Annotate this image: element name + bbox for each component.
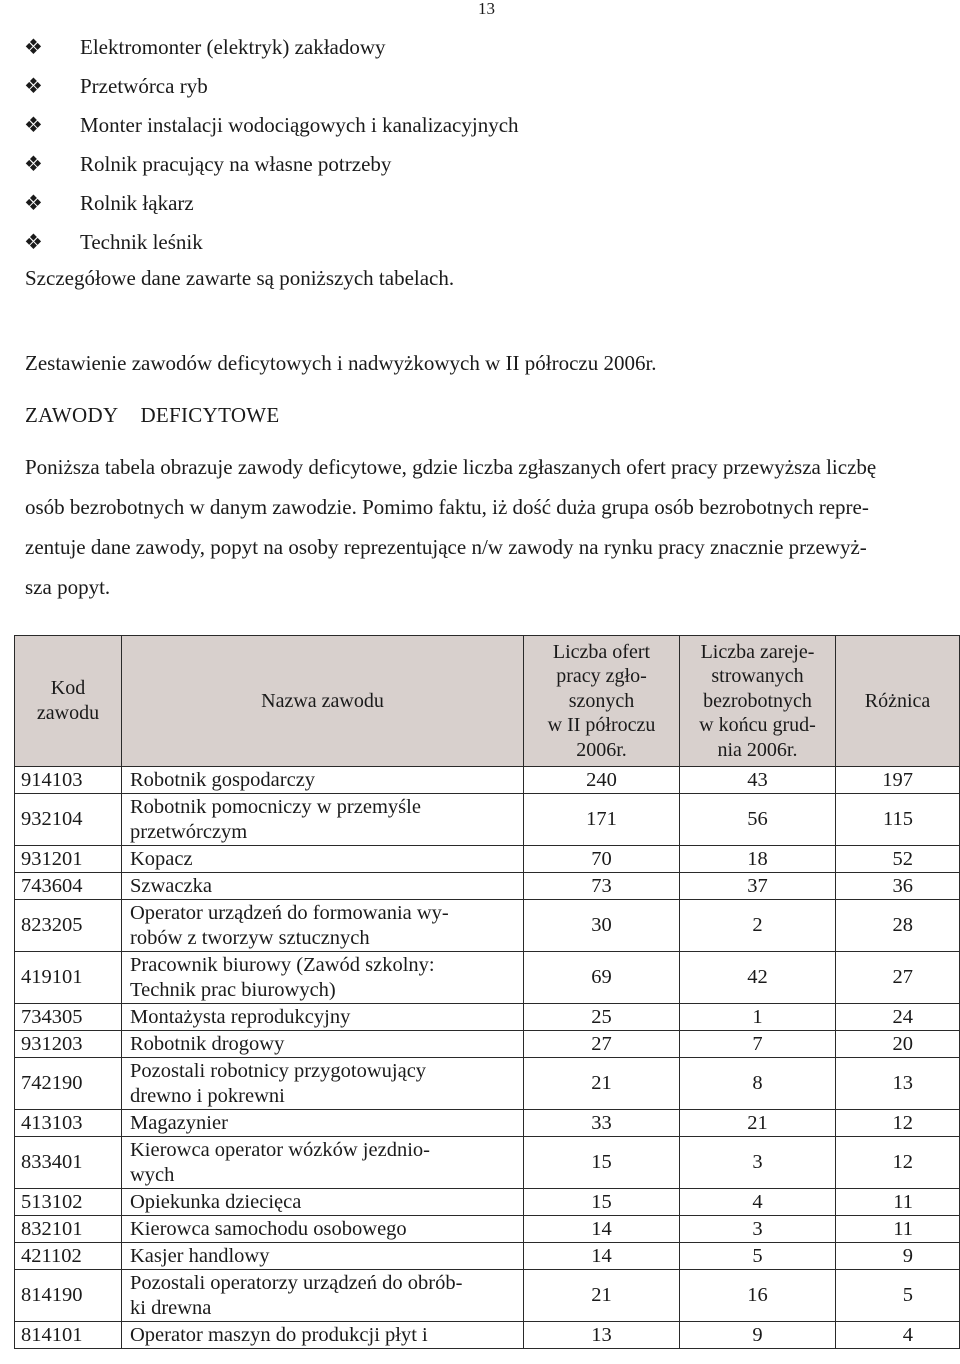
occupation-name-line: Kopacz: [130, 847, 193, 870]
occupation-code-cell: 814190: [15, 1270, 122, 1322]
occupation-name-cell: [122, 1243, 524, 1270]
occupation-name-line: Robotnik pomocniczy w przemyśle: [130, 795, 421, 818]
job-offers-cell: 15: [524, 1189, 680, 1216]
occupation-name-line: przetwórczym: [130, 820, 248, 843]
occupation-code-cell: 421102: [15, 1243, 122, 1270]
difference-cell: 24: [836, 1004, 960, 1031]
section-heading: [25, 403, 280, 428]
header-line: zawodu: [36, 702, 100, 724]
registered-unemployed-cell: 16: [680, 1270, 836, 1322]
table-header-row: [15, 636, 960, 767]
registered-unemployed-cell: 37: [680, 873, 836, 900]
occupation-name-line: Magazynier: [130, 1111, 228, 1134]
difference-cell: 115: [836, 794, 960, 846]
occupation-bullet-list: [24, 28, 519, 262]
details-note: Szczegółowe dane zawarte są poniższych tabelach.: [25, 266, 455, 290]
job-offers-cell: 21: [524, 1270, 680, 1322]
list-item-label: Przetwórca ryb: [80, 74, 208, 98]
difference-cell: 12: [836, 1110, 960, 1137]
table-row: [15, 952, 960, 1004]
occupation-name-line: wych: [130, 1163, 175, 1186]
diamond-bullet-icon: ❖: [24, 230, 43, 254]
registered-unemployed-cell: 42: [680, 952, 836, 1004]
header-line: Liczba zareje-: [700, 640, 815, 663]
table-body: [15, 767, 960, 1349]
occupation-code-cell: 513102: [15, 1189, 122, 1216]
list-item-label: Technik leśnik: [80, 230, 203, 254]
list-item: [24, 223, 519, 262]
difference-cell: 11: [836, 1189, 960, 1216]
header-occupation-name: [122, 636, 524, 767]
occupation-name-cell: [122, 846, 524, 873]
occupation-name-cell: [122, 1270, 524, 1322]
diamond-bullet-icon: ❖: [24, 191, 43, 215]
list-item-label: Elektromonter (elektryk) zakładowy: [80, 35, 386, 59]
header-line: w końcu grud-: [699, 714, 816, 737]
header-line: Nazwa zawodu: [261, 689, 384, 712]
job-offers-cell: 14: [524, 1243, 680, 1270]
job-offers-cell: 33: [524, 1110, 680, 1137]
table-row: [15, 1270, 960, 1322]
header-line: Kod: [50, 677, 86, 700]
difference-cell: 28: [836, 900, 960, 952]
job-offers-cell: 15: [524, 1137, 680, 1189]
difference-cell: 197: [836, 767, 960, 794]
list-item: [24, 67, 519, 106]
occupation-name-line: Opiekunka dziecięca: [130, 1190, 302, 1213]
occupation-name-cell: [122, 1137, 524, 1189]
occupation-name-cell: [122, 767, 524, 794]
paragraph-line: sza popyt.: [25, 575, 111, 599]
header-line: Różnica: [864, 689, 931, 712]
table-row: [15, 1137, 960, 1189]
occupation-code-cell: 814101: [15, 1322, 122, 1349]
occupation-name-cell: [122, 1322, 524, 1349]
diamond-bullet-icon: ❖: [24, 74, 43, 98]
occupation-name-cell: [122, 1216, 524, 1243]
occupation-code-cell: 743604: [15, 873, 122, 900]
table-row: [15, 1004, 960, 1031]
occupation-name-line: Pracownik biurowy (Zawód szkolny:: [130, 953, 435, 976]
paragraph-line: Poniższa tabela obrazuje zawody deficytowe, gdzie liczba zgłaszanych ofert pracy przewyższa liczbę: [25, 455, 877, 479]
occupation-name-cell: [122, 794, 524, 846]
table-row: [15, 1322, 960, 1349]
registered-unemployed-cell: 5: [680, 1243, 836, 1270]
occupation-name-line: Kierowca samochodu osobowego: [130, 1217, 407, 1240]
list-item: [24, 145, 519, 184]
header-line: 2006r.: [576, 738, 627, 761]
registered-unemployed-cell: 8: [680, 1058, 836, 1110]
occupation-code-cell: 742190: [15, 1058, 122, 1110]
diamond-bullet-icon: ❖: [24, 113, 43, 137]
paragraph-line: zentuje dane zawody, popyt na osoby reprezentujące n/w zawody na rynku pracy znacznie przewyż-: [25, 535, 867, 559]
difference-cell: 52: [836, 846, 960, 873]
occupation-name-line: Robotnik drogowy: [130, 1032, 285, 1055]
registered-unemployed-cell: 7: [680, 1031, 836, 1058]
occupation-name-cell: [122, 1189, 524, 1216]
occupation-code-cell: 931201: [15, 846, 122, 873]
occupation-name-cell: [122, 1110, 524, 1137]
table-row: [15, 1031, 960, 1058]
difference-cell: 11: [836, 1216, 960, 1243]
table-row: [15, 794, 960, 846]
occupation-code-cell: 823205: [15, 900, 122, 952]
occupation-code-cell: 413103: [15, 1110, 122, 1137]
job-offers-cell: 25: [524, 1004, 680, 1031]
occupation-name-line: Szwaczka: [130, 874, 212, 897]
header-job-offers: [524, 636, 680, 767]
occupation-name-cell: [122, 1004, 524, 1031]
job-offers-cell: 13: [524, 1322, 680, 1349]
occupation-name-line: drewno i pokrewni: [130, 1084, 285, 1107]
page-number: 13: [478, 0, 495, 18]
header-line: Liczba ofert: [552, 640, 651, 663]
list-item: [24, 106, 519, 145]
occupation-code-cell: 419101: [15, 952, 122, 1004]
occupation-name-line: Operator urządzeń do formowania wy-: [130, 901, 449, 924]
table-row: [15, 1058, 960, 1110]
header-line: pracy zgło-: [556, 665, 647, 688]
job-offers-cell: 70: [524, 846, 680, 873]
occupation-name-cell: [122, 900, 524, 952]
header-line: nia 2006r.: [717, 738, 798, 761]
job-offers-cell: 240: [524, 767, 680, 794]
registered-unemployed-cell: 4: [680, 1189, 836, 1216]
paragraph-line: osób bezrobotnych w danym zawodzie. Pomimo faktu, iż dość duża grupa osób bezrobotnych repre-: [25, 495, 869, 519]
header-line: strowanych: [711, 665, 804, 688]
job-offers-cell: 21: [524, 1058, 680, 1110]
section-heading-word-1: ZAWODY: [25, 403, 119, 427]
occupation-name-line: ki drewna: [130, 1296, 212, 1319]
difference-cell: 5: [836, 1270, 960, 1322]
list-item-label: Rolnik łąkarz: [80, 191, 194, 215]
difference-cell: 9: [836, 1243, 960, 1270]
job-offers-cell: 14: [524, 1216, 680, 1243]
header-difference: [836, 636, 960, 767]
occupation-name-cell: [122, 1058, 524, 1110]
registered-unemployed-cell: 3: [680, 1137, 836, 1189]
diamond-bullet-icon: ❖: [24, 152, 43, 176]
diamond-bullet-icon: ❖: [24, 35, 43, 59]
difference-cell: 36: [836, 873, 960, 900]
registered-unemployed-cell: 3: [680, 1216, 836, 1243]
registered-unemployed-cell: 9: [680, 1322, 836, 1349]
registered-unemployed-cell: 21: [680, 1110, 836, 1137]
occupation-name-line: Montażysta reprodukcyjny: [130, 1005, 351, 1028]
header-occupation-code: [15, 636, 122, 767]
difference-cell: 12: [836, 1137, 960, 1189]
section-heading-word-2: DEFICYTOWE: [140, 403, 280, 427]
registered-unemployed-cell: 56: [680, 794, 836, 846]
job-offers-cell: 171: [524, 794, 680, 846]
table-row: [15, 873, 960, 900]
occupation-code-cell: 833401: [15, 1137, 122, 1189]
registered-unemployed-cell: 1: [680, 1004, 836, 1031]
occupation-code-cell: 832101: [15, 1216, 122, 1243]
table-row: [15, 1110, 960, 1137]
registered-unemployed-cell: 18: [680, 846, 836, 873]
table-row: [15, 1189, 960, 1216]
registered-unemployed-cell: 2: [680, 900, 836, 952]
job-offers-cell: 27: [524, 1031, 680, 1058]
table-row: [15, 1216, 960, 1243]
table-row: [15, 900, 960, 952]
job-offers-cell: 73: [524, 873, 680, 900]
registered-unemployed-cell: 43: [680, 767, 836, 794]
occupation-name-line: Pozostali operatorzy urządzeń do obrób-: [130, 1271, 463, 1294]
list-item-label: Rolnik pracujący na własne potrzeby: [80, 152, 392, 176]
job-offers-cell: 69: [524, 952, 680, 1004]
list-item-label: Monter instalacji wodociągowych i kanalizacyjnych: [80, 113, 519, 137]
occupation-name-cell: [122, 952, 524, 1004]
occupation-code-cell: 914103: [15, 767, 122, 794]
header-line: w II półroczu: [547, 714, 656, 737]
occupation-name-line: Technik prac biurowych): [130, 978, 336, 1001]
difference-cell: 27: [836, 952, 960, 1004]
table-row: [15, 1243, 960, 1270]
deficit-occupations-table: [14, 635, 960, 1349]
occupation-name-line: Pozostali robotnicy przygotowujący: [130, 1059, 427, 1082]
occupation-name-cell: [122, 873, 524, 900]
list-item: [24, 184, 519, 223]
header-line: szonych: [568, 689, 635, 712]
occupation-name-line: Kierowca operator wózków jezdnio-: [130, 1138, 430, 1161]
summary-title: Zestawienie zawodów deficytowych i nadwyżkowych w II półroczu 2006r.: [25, 351, 657, 375]
occupation-name-line: Robotnik gospodarczy: [130, 768, 316, 791]
header-registered-unemployed: [680, 636, 836, 767]
occupation-code-cell: 931203: [15, 1031, 122, 1058]
occupation-name-cell: [122, 1031, 524, 1058]
occupation-name-line: robów z tworzyw sztucznych: [130, 926, 370, 949]
occupation-name-line: Operator maszyn do produkcji płyt i: [130, 1323, 428, 1346]
occupation-code-cell: 734305: [15, 1004, 122, 1031]
difference-cell: 4: [836, 1322, 960, 1349]
job-offers-cell: 30: [524, 900, 680, 952]
header-line: bezrobotnych: [703, 689, 812, 712]
occupation-code-cell: 932104: [15, 794, 122, 846]
table-row: [15, 846, 960, 873]
difference-cell: 13: [836, 1058, 960, 1110]
table-row: [15, 767, 960, 794]
occupation-name-line: Kasjer handlowy: [130, 1244, 270, 1267]
difference-cell: 20: [836, 1031, 960, 1058]
list-item: [24, 28, 519, 67]
